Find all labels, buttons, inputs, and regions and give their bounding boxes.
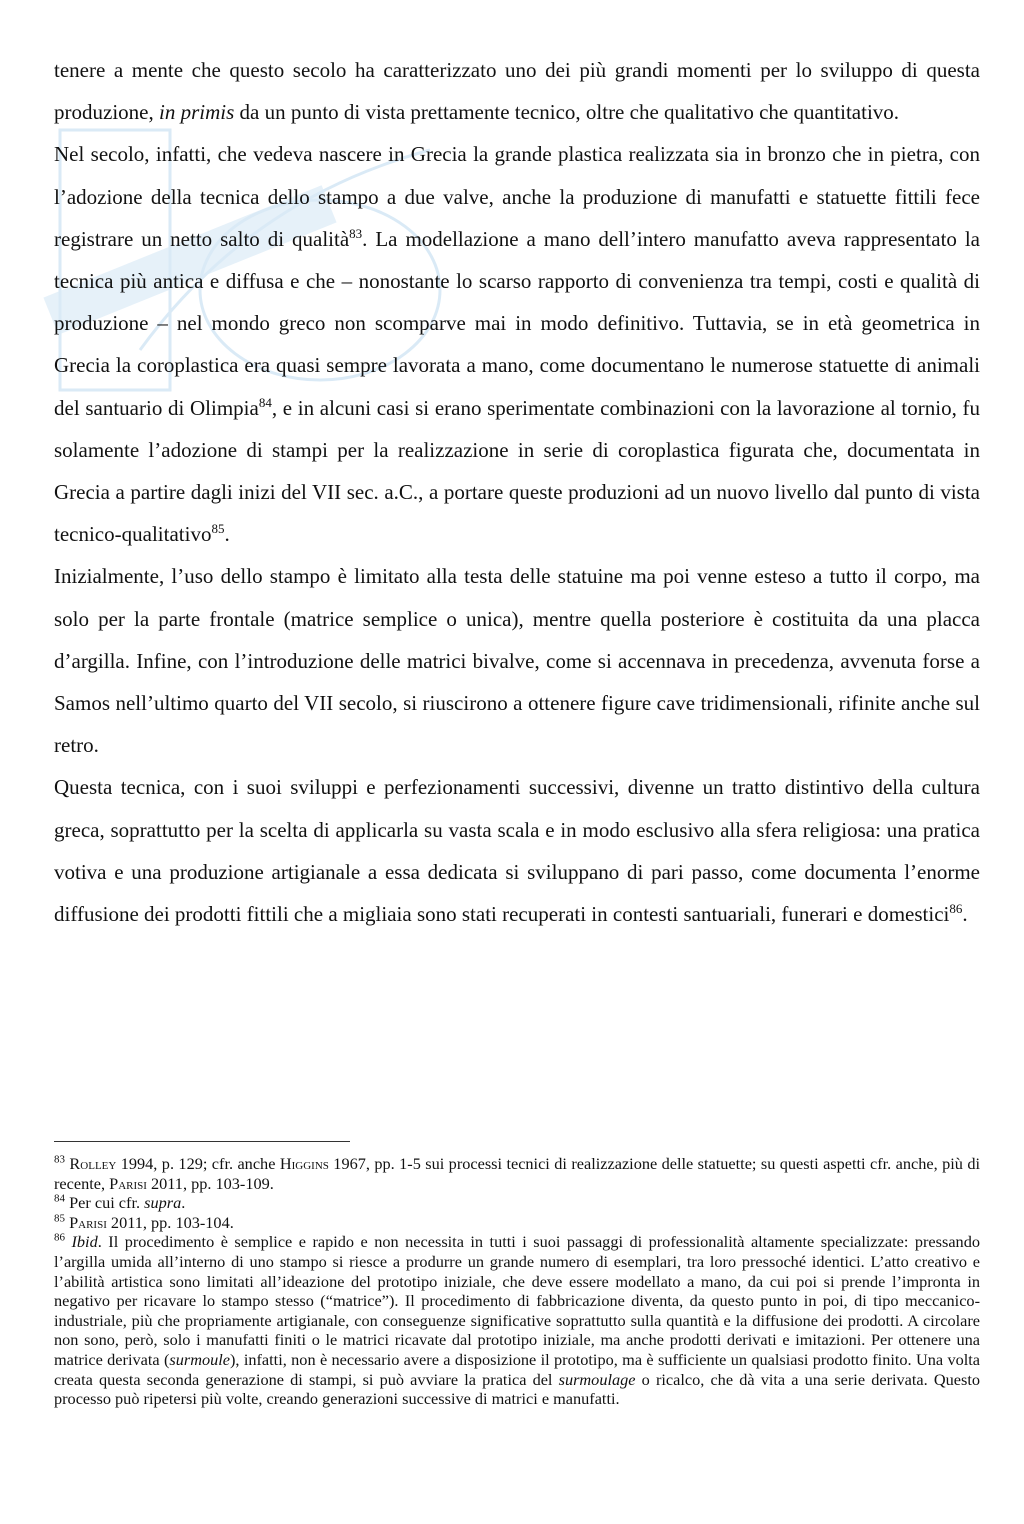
footnote-86: $^{86}$ Ibid. Il procedimento è semplice e rapido e non necessita in tutti i suoi passaggi di professionalità altamente specializzate: pressando l’argilla umida all’interno di uno stampo si riesce a produrre un grande numero di esemplari, tra loro pressoché identici. L’atto creativo e l’abilità artistica sono limitati all’ideazione del prototipo iniziale, che deve essere modellato a mano, da cui poi si prende l’impronta in negativo per ricavare lo stampo stesso (“matrice”). Il procedimento di fabbricazione diventa, da questo punto in poi, di tipo meccanico-industriale, più che propriamente artigianale, con conseguenze significative soprattutto sulla quantità e la diffusione dei prodotti. A circolare non sono, però, solo i manufatti finiti o le matrici ricavate dal prototipo iniziale, ma anche prodotti derivati e imitazioni. Per ottenere una matrice derivata (surmoule), infatti, non è necessario avere a disposizione il prototipo, ma è sufficiente un qualsiasi prodotto finito. Una volta creata questa seconda generazione di stampi, si può avviare la pratica del surmoulage o ricalco, che dà vita a una serie derivata. Questo processo può ripetersi più volte, creando generazioni successive di matrici e manufatti. <box>54 1231 981 1409</box>
footnote-ref-84: 84 <box>258 394 272 410</box>
paragraph-4: Questa tecnica, con i suoi sviluppi e perfezionamenti successivi, divenne un tratto distintivo della cultura greca, soprattutto per la scelta di applicarla su vasta scala e in modo esclusivo alla sfera religiosa: una pratica votiva e una produzione artigianale a essa dedicata si sviluppano di pari passo, come documenta l’enorme diffusione dei prodotti fittili che a migliaia sono stati recuperati in contesti santuariali, funerari e domestici$^{86}$. <box>54 775 980 927</box>
footnote-84: $^{84}$ Per cui cfr. supra. <box>54 1192 186 1213</box>
paragraph-3: Inizialmente, l’uso dello stampo è limitato alla testa delle statuine ma poi venne esteso a tutto il corpo, ma solo per la parte frontale (matrice semplice o unica), mentre quella posteriore è costituita da una placca d’argilla. Infine, con l’introduzione delle matrici bivalve, come si accennava in precedenza, avvenuta forse a Samos nell’ultimo quarto del VII secolo, si riuscirono a ottenere figure cave tridimensionali, rifinite anche sul retro. <box>54 564 980 758</box>
footnote-ref-85: 85 <box>211 521 225 537</box>
author-rolley: Rolley <box>69 1154 117 1173</box>
author-parisi: Parisi <box>69 1212 107 1232</box>
author-parisi: Parisi <box>109 1173 147 1193</box>
main-text <box>54 49 980 935</box>
author-higgins: Higgins <box>279 1154 329 1173</box>
footnote-ref-86: 86 <box>949 901 963 917</box>
footnote-ref-83: 83 <box>349 225 363 241</box>
footnotes <box>54 1154 980 1409</box>
footnote-85: $^{85}$ Parisi 2011, pp. 103-104. <box>54 1212 234 1232</box>
footnote-83: $^{83}$ Rolley 1994, p. 129; cfr. anche Higgins 1967, pp. 1-5 sui processi tecnici di realizzazione delle statuette; su questi aspetti cfr. anche, più di recente, Parisi 2011, pp. 103-109. <box>54 1153 980 1193</box>
emphasis-in-primis: in primis <box>158 100 235 125</box>
paragraph-1: tenere a mente che questo secolo ha caratterizzato uno dei più grandi momenti per lo sviluppo di questa produzione, in primis da un punto di vista prettamente tecnico, oltre che qualitativo che quantitativo. <box>54 58 980 125</box>
footnote-separator <box>54 1141 350 1142</box>
paragraph-2: Nel secolo, infatti, che vedeva nascere in Grecia la grande plastica realizzata sia in bronzo che in pietra, con l’adozione della tecnica dello stampo a due valve, anche la produzione di manufatti e statuette fittili fece registrare un netto salto di qualità$^{83}$. La modellazione a mano dell’intero manufatto aveva rappresentato la tecnica più antica e diffusa e che – nonostante lo scarso rapporto di convenienza tra tempi, costi e qualità di produzione – nel mondo greco non scomparve mai in modo definitivo. Tuttavia, se in età geometrica in Grecia la coroplastica era quasi sempre lavorata a mano, come documentano le numerose statuette di animali del santuario di Olimpia$^{84}$, e in alcuni casi si erano sperimentate combinazioni con la lavorazione al tornio, fu solamente l’adozione di stampi per la realizzazione in serie di coroplastica figurata che, documentata in Grecia a partire dagli inizi del VII sec. a.C., a portare queste produzioni ad un nuovo livello dal punto di vista tecnico-qualitativo$^{85}$. <box>54 142 981 547</box>
